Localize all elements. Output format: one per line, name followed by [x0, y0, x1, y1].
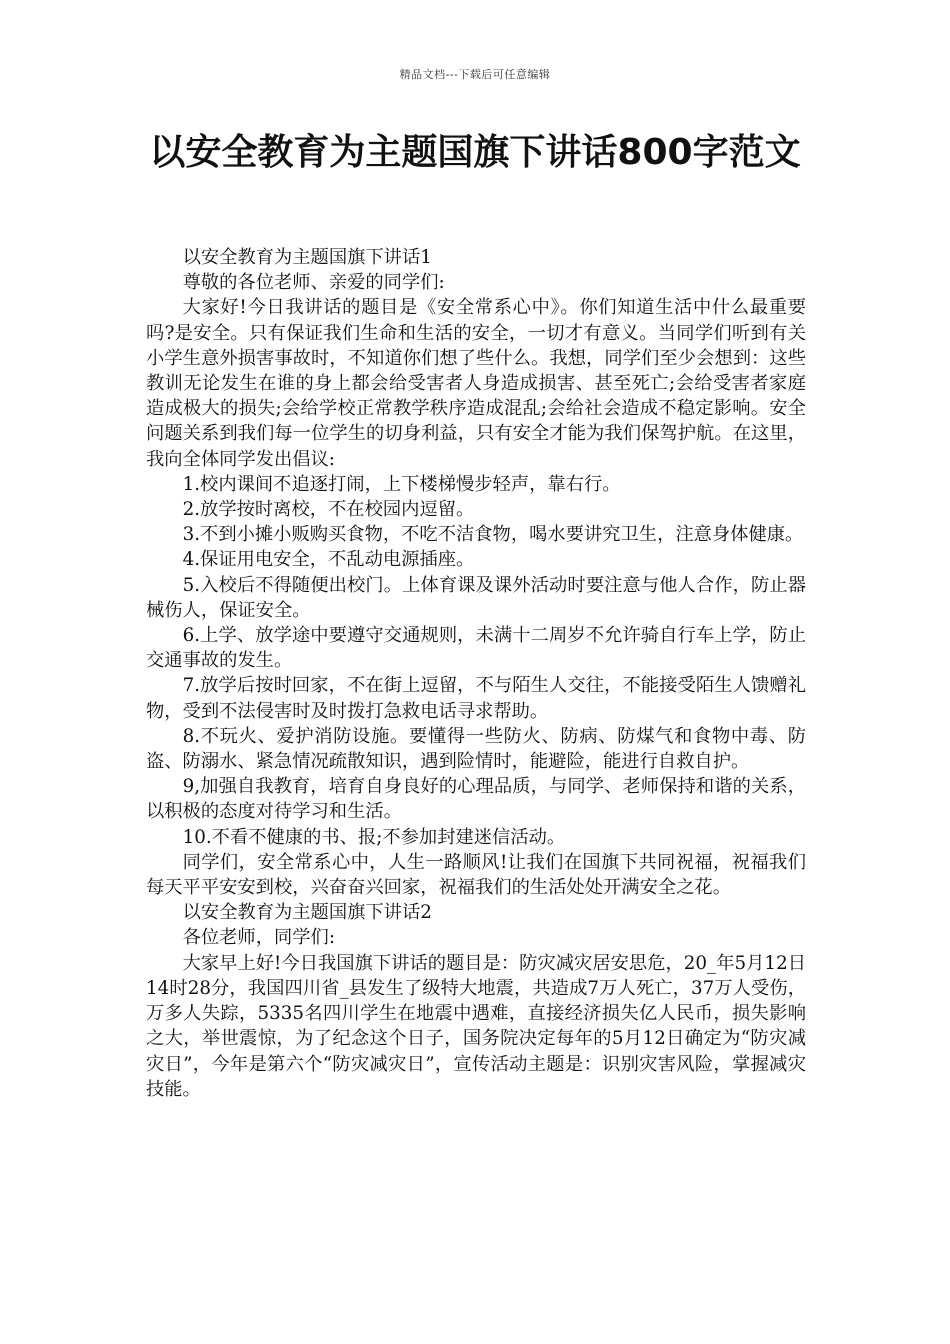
- list-item-10: 10.不看不健康的书、报;不参加封建迷信活动。: [182, 826, 566, 848]
- list-item-6: 6.上学、放学途中要遵守交通规则，未满十二周岁不允许骑自行车上学，防止交通事故的发生。: [146, 625, 806, 672]
- section-heading-2: 以安全教育为主题国旗下讲话2: [182, 902, 432, 924]
- list-item-3: 3.不到小摊小贩购买食物，不吃不洁食物，喝水要讲究卫生，注意身体健康。: [182, 524, 804, 546]
- list-item-2: 2.放学按时离校，不在校园内逗留。: [182, 499, 475, 521]
- list-item-9: 9,加强自我教育，培育自身良好的心理品质，与同学、老师保持和谐的关系，以积极的态度对待学习和生活。: [146, 776, 806, 823]
- body-paragraph-2: 大家早上好!今日我国旗下讲话的题目是：防灾减灾居安思危，20_年5月12日14时28分，我国四川省_县发生了级特大地震，共造成7万人死亡，37万人受伤，万多人失踪，5335名四川学生在地震中遇难，直接经济损失亿人民币，损失影响之大，举世震惊，为了纪念这个日子，国务院决定每年的5月12日确定为“防灾减灾日”，今年是第六个“防灾减灾日”，宣传活动主题是：识别灾害风险，掌握减灾技能。: [146, 952, 806, 1100]
- list-item-1: 1.校内课间不追逐打闹，上下楼梯慢步轻声，靠右行。: [182, 473, 621, 495]
- closing-paragraph: 同学们，安全常系心中，人生一路顺风!让我们在国旗下共同祝福，祝福我们每天平平安安到校，兴奋奋兴回家，祝福我们的生活处处开满安全之花。: [146, 851, 806, 899]
- section-heading-1: 以安全教育为主题国旗下讲话1: [182, 247, 432, 268]
- salutation-2: 各位老师，同学们:: [182, 927, 336, 949]
- document-body: [146, 245, 806, 1102]
- list-item-4: 4.保证用电安全，不乱动电源插座。: [182, 549, 475, 571]
- document-title: 以安全教育为主题国旗下讲话800字范文: [149, 132, 801, 173]
- list-item-7: 7.放学后按时回家，不在街上逗留，不与陌生人交往，不能接受陌生人馈赠礼物，受到不法侵害时及时拨打急救电话寻求帮助。: [146, 675, 806, 722]
- list-item-8: 8.不玩火、爱护消防设施。要懂得一些防火、防病、防煤气和食物中毒、防盗、防溺水、紧急情况疏散知识，遇到险情时，能避险，能进行自救自护。: [146, 725, 806, 773]
- body-paragraph: 大家好!今日我讲话的题目是《安全常系心中》。你们知道生活中什么最重要吗?是安全。只有保证我们生命和生活的安全，一切才有意义。当同学们听到有关小学生意外损害事故时，不知道你们想了些什么。我想，同学们至少会想到：这些教训无论发生在谁的身上都会给受害者人身造成损害、甚至死亡;会给受害者家庭造成极大的损失;会给学校正常教学秩序造成混乱;会给社会造成不稳定影响。安全问题关系到我们每一位学生的切身利益，只有安全才能为我们保驾护航。在这里，我向全体同学发出倡议:: [146, 297, 806, 470]
- header-note: 精品文档---下载后可任意编辑: [399, 68, 551, 81]
- list-item-5: 5.入校后不得随便出校门。上体育课及课外活动时要注意与他人合作，防止器械伤人，保证安全。: [146, 574, 806, 621]
- salutation: 尊敬的各位老师、亲爱的同学们:: [182, 272, 445, 294]
